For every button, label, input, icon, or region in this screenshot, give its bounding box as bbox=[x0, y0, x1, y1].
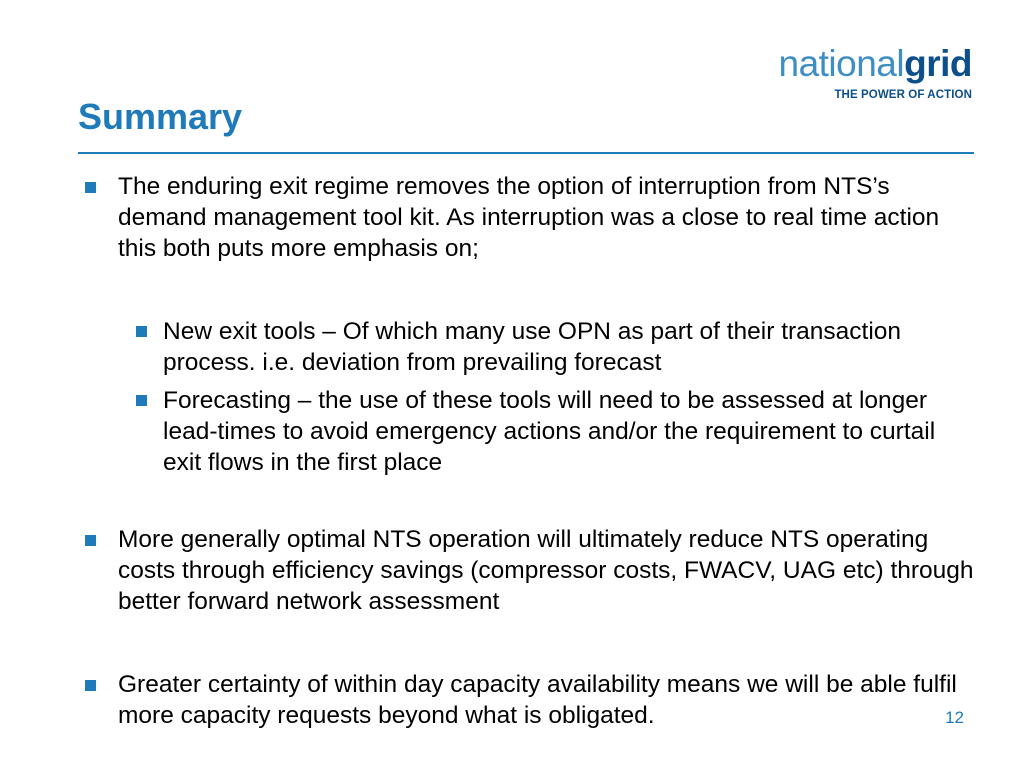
bullet-text: The enduring exit regime removes the option of interruption from NTS’s demand management tool kit. As interruption was a close to real time action this both puts more emphasis on; bbox=[118, 173, 940, 262]
sub-bullet-text: New exit tools – Of which many use OPN as part of their transaction process. i.e. deviation from prevailing forecast bbox=[163, 318, 902, 376]
page-number: 12 bbox=[945, 708, 964, 727]
sub-bullet-item-new-exit-tools bbox=[80, 316, 980, 378]
sub-bullet-item-forecasting bbox=[80, 385, 980, 478]
title-divider bbox=[78, 152, 974, 154]
bullet-item-interruption bbox=[80, 171, 980, 264]
bullet-item-capacity-certainty bbox=[80, 669, 980, 731]
square-bullet-icon bbox=[136, 326, 147, 337]
square-bullet-icon bbox=[136, 395, 147, 406]
national-grid-logo bbox=[779, 44, 973, 101]
bullet-text: More generally optimal NTS operation will ultimately reduce NTS operating costs through efficiency savings (compressor costs, FWACV, UAG etc) through better forward network assessment bbox=[118, 526, 974, 615]
slide-title: Summary bbox=[78, 96, 243, 137]
logo-wordmark bbox=[779, 44, 973, 84]
sub-bullet-text: Forecasting – the use of these tools will need to be assessed at longer lead-times to avoid emergency actions and/or the requirement to curtail exit flows in the first place bbox=[163, 387, 936, 476]
logo-word-grid: grid bbox=[904, 43, 972, 84]
logo-tagline: THE POWER OF ACTION bbox=[834, 89, 972, 101]
logo-word-national: national bbox=[778, 43, 905, 84]
square-bullet-icon bbox=[85, 182, 96, 193]
slide-body bbox=[80, 171, 980, 731]
square-bullet-icon bbox=[85, 535, 96, 546]
bullet-text: Greater certainty of within day capacity availability means we will be able fulfil more capacity requests beyond what is obligated. bbox=[118, 671, 957, 729]
bullet-item-nts-operation bbox=[80, 524, 980, 617]
square-bullet-icon bbox=[85, 680, 96, 691]
